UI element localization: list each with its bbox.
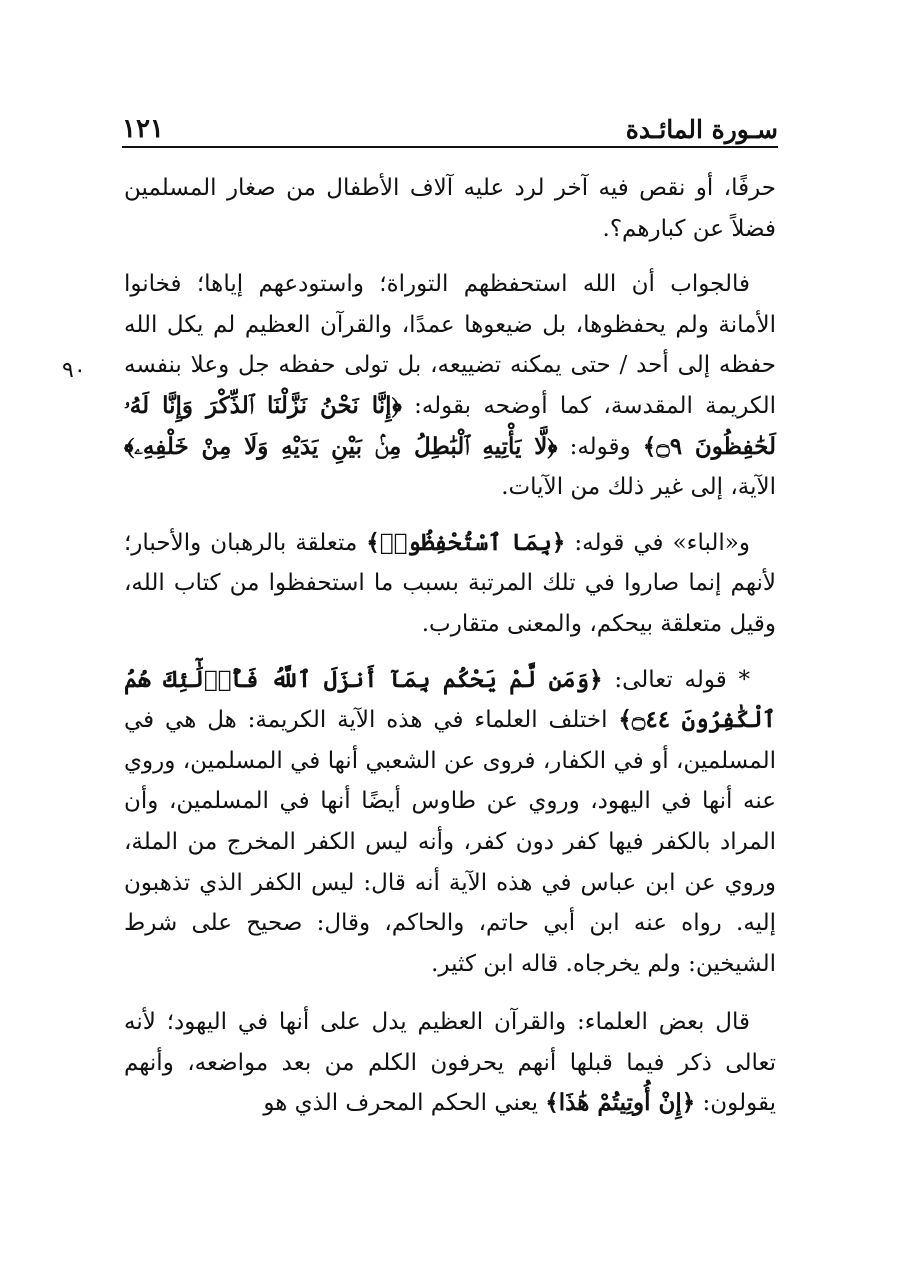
paragraph-text: و«الباء» في قوله: <box>565 529 750 556</box>
paragraph-text: فالجواب أن الله استحفظهم التوراة؛ واستودعهم إياها؛ فخانوا الأمانة ولم يحفظوها، بل ضيعوها عمدًا، والقرآن العظيم لم يكل الله حفظه إلى أحد / حتى يمكنه تضييعه، بل تولى حفظه جل وعلا بنفسه الكريمة المقدسة، كما أوضحه بقوله: <box>124 271 776 419</box>
paragraph-text: حرفًا، أو نقص فيه آخر لرد عليه آلاف الأطفال من صغار المسلمين فضلاً عن كبارهم؟. <box>124 175 776 242</box>
paragraph-2 <box>124 264 776 508</box>
paragraph-text: يعني الحكم المحرف الذي هو <box>263 1090 546 1117</box>
paragraph-text: قال بعض العلماء: والقرآن العظيم يدل على أنها في اليهود؛ لأنه تعالى ذكر فيما قبلها أنهم يحرفون الكلم من بعد مواضعه، وأنهم يقولون: <box>124 1009 776 1117</box>
paragraph-1 <box>124 168 776 249</box>
paragraph-5 <box>124 1002 776 1124</box>
running-title: سـورة المائـدة <box>625 115 778 144</box>
margin-page-reference: ٩٠ <box>62 358 86 383</box>
paragraph-text: وقوله: <box>557 433 643 460</box>
paragraph-text: اختلف العلماء في هذه الآية الكريمة: هل هي في المسلمين، أو في الكفار، فروى عن الشعبي أنها في المسلمين، وروي عنه أنها في اليهود، وروي عن طاوس أيضًا أنها في المسلمين، وأن المراد بالكفر فيها كفر دون كفر، وأنه ليس الكفر المخرج من الملة، وروي عن ابن عباس في هذه الآية أنه قال: ليس الكفر الذي تذهبون إليه. رواه عنه ابن أبي حاتم، والحاكم، وقال: صحيح على شرط الشيخين: ولم يخرجاه. قاله ابن كثير. <box>124 707 776 977</box>
quran-quote: ﴿وَمَن لَّمْ يَحْكُم بِمَآ أَنزَلَ ٱللَّهُ فَأُو۟لَٰٓئِكَ هُمُ ٱلْكَٰفِرُونَ ۝٤٤﴾ <box>124 665 776 734</box>
page-body <box>124 168 776 1139</box>
paragraph-text: * قوله تعالى: <box>602 666 750 693</box>
header-rule <box>122 146 778 148</box>
quran-quote: ﴿إِنَّا نَحْنُ نَزَّلْنَا ٱلذِّكْرَ وَإِنَّا لَهُۥ لَحَٰفِظُونَ ۝٩﴾ <box>124 391 776 460</box>
paragraph-4 <box>124 660 776 985</box>
page-header <box>122 108 778 150</box>
paragraph-3 <box>124 523 776 645</box>
paragraph-text: الآية، إلى غير ذلك من الآيات. <box>501 474 776 501</box>
quran-quote: ﴿لَّا يَأْتِيهِ ٱلْبَٰطِلُ مِنۢ بَيْنِ يَدَيْهِ وَلَا مِنْ خَلْفِهِۦ﴾ <box>124 432 558 460</box>
quran-quote: ﴿إِنْ أُوتِيتُمْ هَٰذَا﴾ <box>545 1089 696 1117</box>
page-number: ١٢١ <box>122 114 164 144</box>
quran-quote: ﴿بِمَا ٱسْتُحْفِظُوا۟﴾ <box>366 528 566 556</box>
paragraph-text: متعلقة بالرهبان والأحبار؛ لأنهم إنما صاروا في تلك المرتبة بسبب ما استحفظوا من كتاب الله، وقيل متعلقة بيحكم، والمعنى متقارب. <box>124 529 776 637</box>
